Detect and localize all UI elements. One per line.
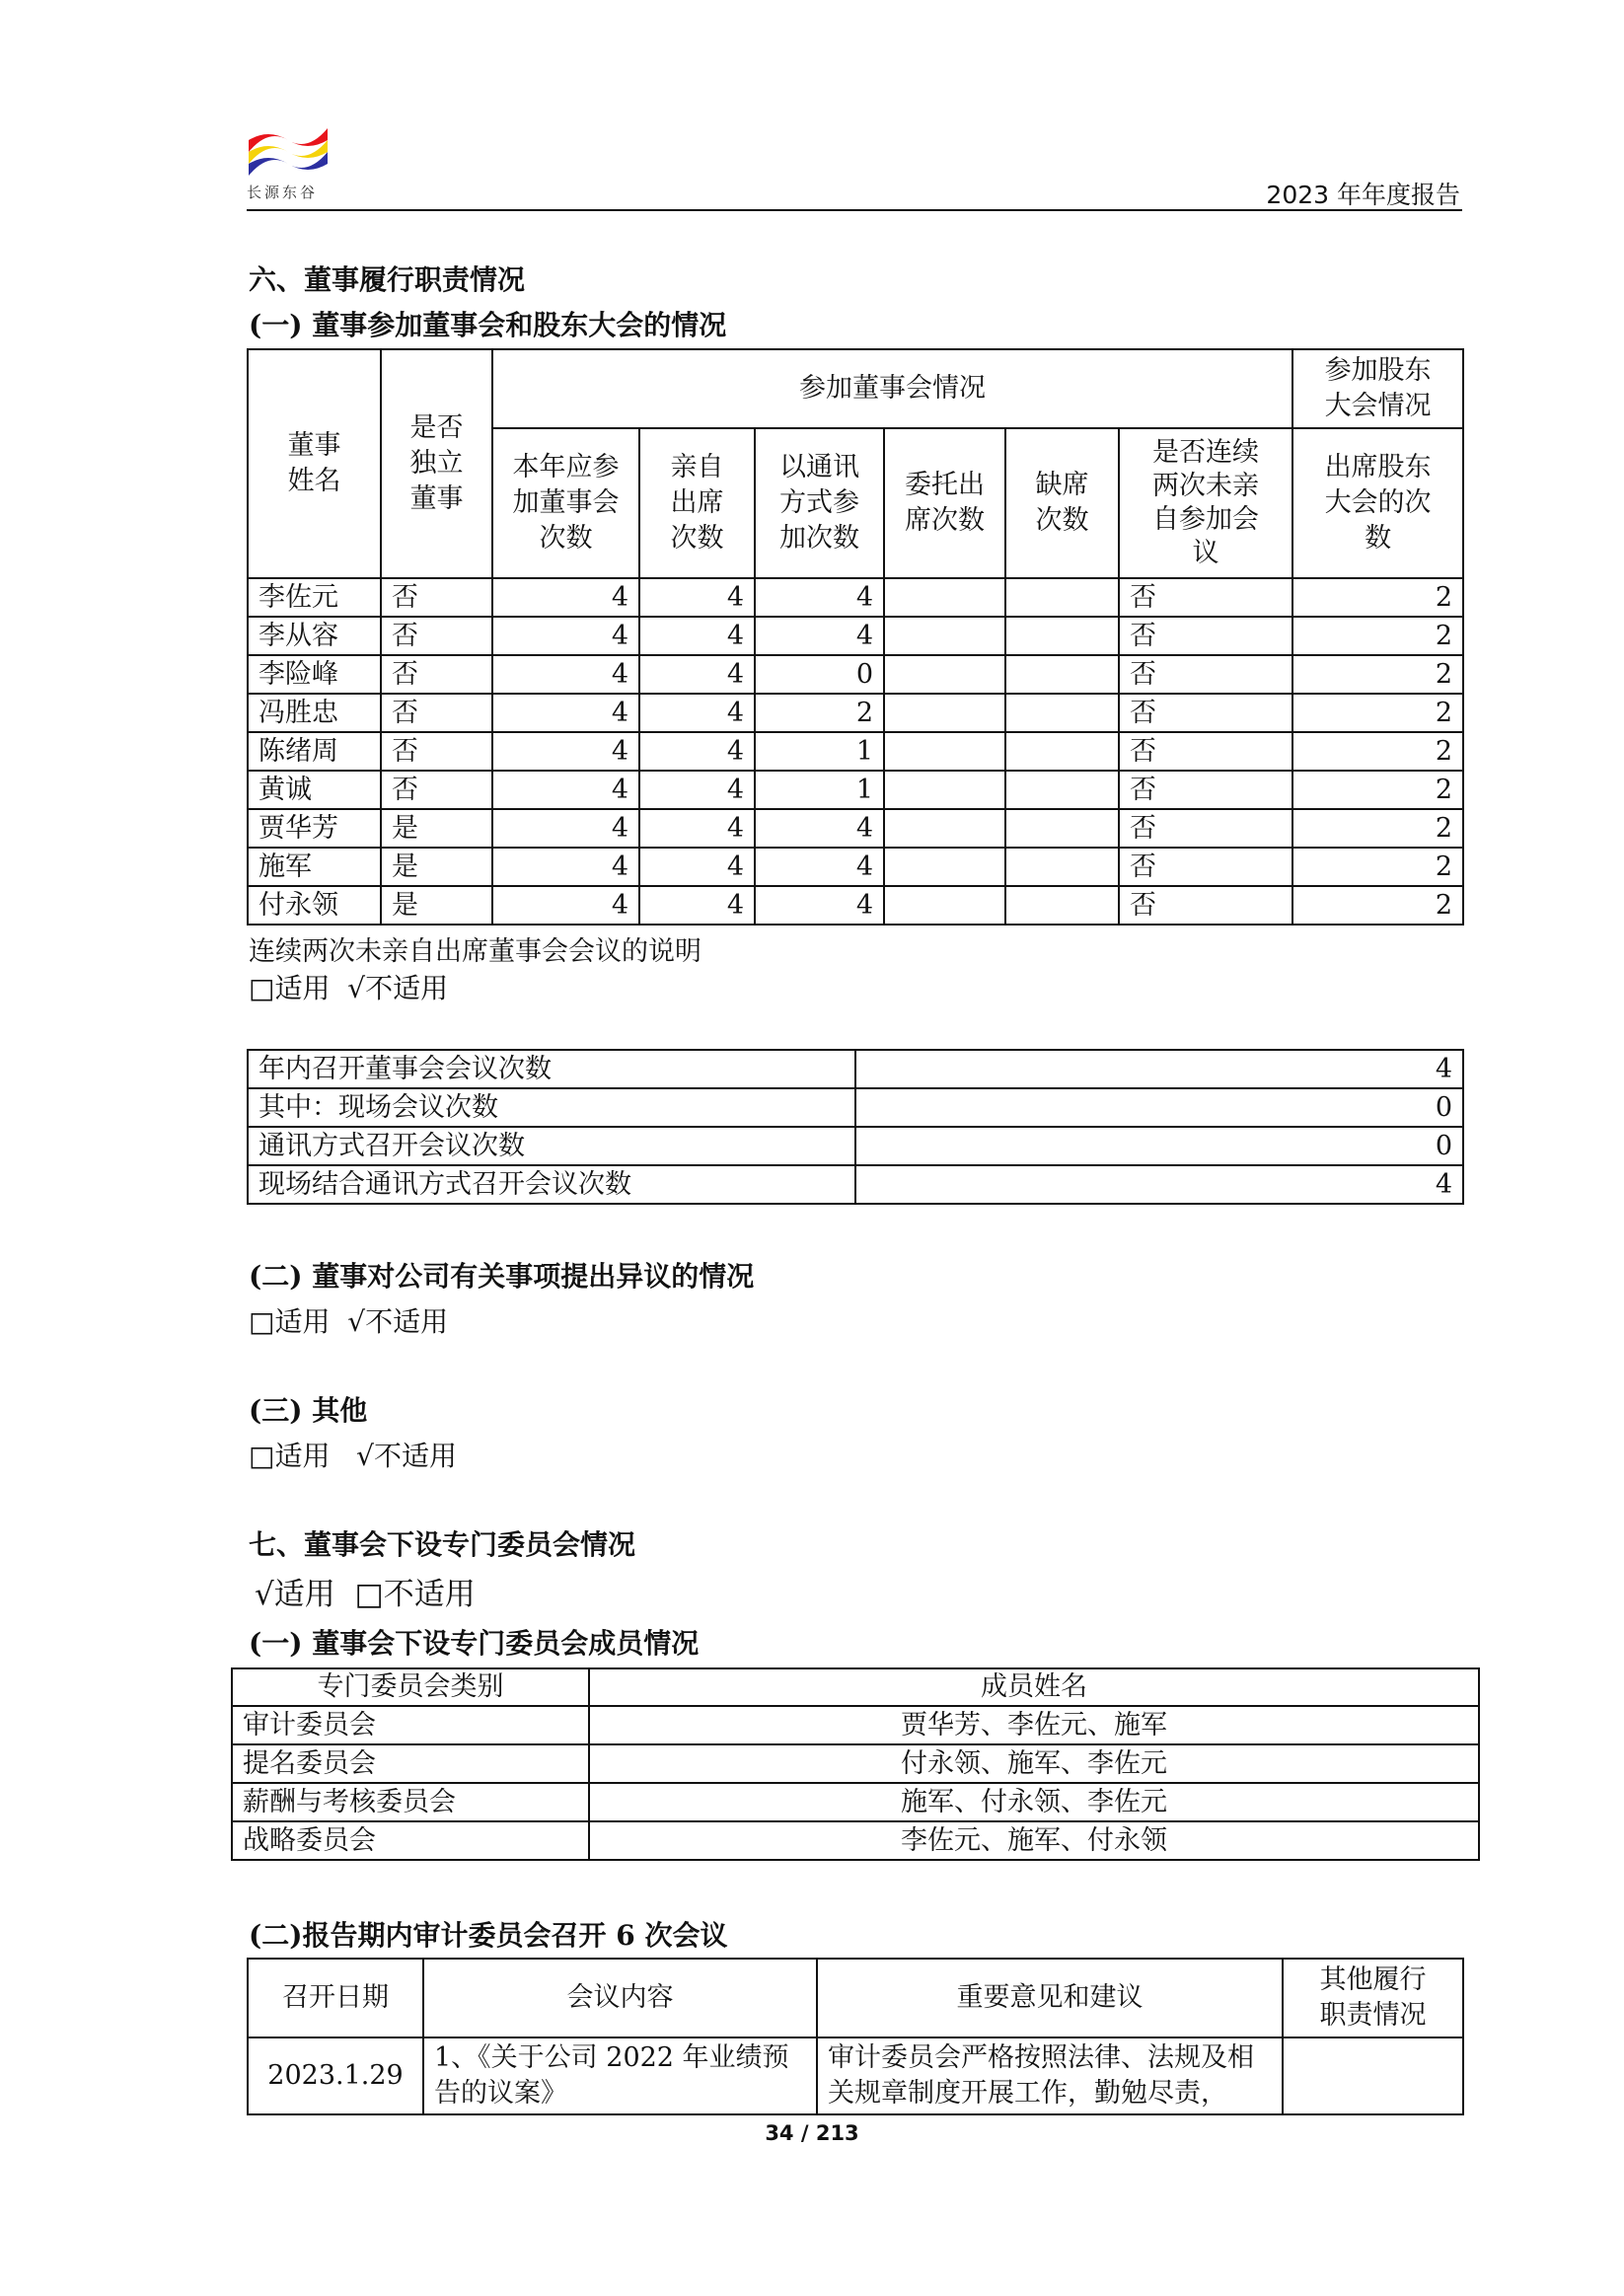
cell-due: 4	[492, 617, 639, 655]
cell-self: 4	[639, 694, 755, 732]
page-number: 34 / 213	[765, 2121, 859, 2145]
cell-self: 4	[639, 578, 755, 617]
cell-comm: 4	[755, 617, 884, 655]
cell-committee: 薪酬与考核委员会	[232, 1783, 589, 1821]
logo-text: 长源东谷	[247, 184, 319, 201]
cell-due: 4	[492, 655, 639, 694]
cell-comm: 0	[755, 655, 884, 694]
header-absent-count: 缺席 次数	[1005, 428, 1119, 578]
cell-independent: 是	[381, 848, 492, 886]
header-twice-absent: 是否连续 两次未亲 自参加会 议	[1119, 428, 1292, 578]
table-row	[248, 578, 1463, 617]
table-row	[248, 2037, 1463, 2114]
cell-committee: 战略委员会	[232, 1821, 589, 1860]
cell-proxy	[884, 655, 1005, 694]
section-7-sub2: (二)报告期内审计委员会召开 6 次会议	[249, 1919, 728, 1952]
table-row	[248, 655, 1463, 694]
cell-value: 0	[855, 1088, 1463, 1127]
cell-attend: 2	[1292, 617, 1463, 655]
header-rule	[247, 209, 1462, 211]
checkbox-applicable-1: □适用 √不适用	[249, 972, 449, 1004]
cell-independent: 否	[381, 578, 492, 617]
cell-attend: 2	[1292, 848, 1463, 886]
header-member-names: 成员姓名	[589, 1668, 1479, 1706]
cell-due: 4	[492, 809, 639, 848]
cell-independent: 否	[381, 655, 492, 694]
cell-twice: 否	[1119, 886, 1292, 925]
cell-attend: 2	[1292, 771, 1463, 809]
cell-other	[1283, 2037, 1463, 2114]
cell-opinion: 审计委员会严格按照法律、法规及相关规章制度开展工作，勤勉尽责，	[817, 2037, 1283, 2114]
cell-proxy	[884, 732, 1005, 771]
cell-absent	[1005, 886, 1119, 925]
cell-absent	[1005, 578, 1119, 617]
audit-committee-meetings-table	[247, 1958, 1464, 2115]
table-row	[232, 1706, 1479, 1744]
cell-attend: 2	[1292, 732, 1463, 771]
header-comm-count: 以通讯 方式参 加次数	[755, 428, 884, 578]
cell-content: 1、《关于公司 2022 年业绩预告的议案》	[423, 2037, 817, 2114]
header-shareholder-attend: 出席股东 大会的次 数	[1292, 428, 1463, 578]
cell-proxy	[884, 771, 1005, 809]
cell-due: 4	[492, 771, 639, 809]
cell-proxy	[884, 848, 1005, 886]
header-committee-type: 专门委员会类别	[232, 1668, 589, 1706]
cell-name: 李佐元	[248, 578, 381, 617]
cell-members: 贾华芳、李佐元、施军	[589, 1706, 1479, 1744]
table-row	[232, 1744, 1479, 1783]
cell-attend: 2	[1292, 694, 1463, 732]
section-7-sub1: (一) 董事会下设专门委员会成员情况	[249, 1627, 700, 1660]
table-row	[248, 1165, 1463, 1204]
cell-twice: 否	[1119, 732, 1292, 771]
header-date: 召开日期	[248, 1959, 423, 2037]
cell-label: 年内召开董事会会议次数	[248, 1050, 855, 1088]
cell-label: 现场结合通讯方式召开会议次数	[248, 1165, 855, 1204]
cell-comm: 4	[755, 578, 884, 617]
cell-name: 李从容	[248, 617, 381, 655]
table-row	[248, 1127, 1463, 1165]
section-7-title: 七、董事会下设专门委员会情况	[249, 1528, 636, 1561]
header-shareholder-meeting: 参加股东 大会情况	[1292, 349, 1463, 428]
cell-proxy	[884, 578, 1005, 617]
checkbox-applicable-4: √适用 □不适用	[255, 1577, 476, 1612]
logo-icon	[247, 118, 331, 180]
table-row	[248, 771, 1463, 809]
cell-due: 4	[492, 732, 639, 771]
cell-members: 付永领、施军、李佐元	[589, 1744, 1479, 1783]
cell-proxy	[884, 809, 1005, 848]
director-attendance-table	[247, 348, 1464, 926]
cell-twice: 否	[1119, 809, 1292, 848]
cell-self: 4	[639, 655, 755, 694]
cell-absent	[1005, 809, 1119, 848]
header-content: 会议内容	[423, 1959, 817, 2037]
section-6-sub3: (三) 其他	[249, 1394, 368, 1427]
cell-absent	[1005, 617, 1119, 655]
cell-self: 4	[639, 617, 755, 655]
board-meeting-count-table	[247, 1049, 1464, 1205]
cell-name: 施军	[248, 848, 381, 886]
cell-date: 2023.1.29	[248, 2037, 423, 2114]
cell-attend: 2	[1292, 655, 1463, 694]
checkbox-applicable-2: □适用 √不适用	[249, 1305, 449, 1338]
table-row	[232, 1821, 1479, 1860]
cell-value: 4	[855, 1050, 1463, 1088]
committee-members-table	[231, 1667, 1480, 1861]
checkbox-applicable-3: □适用 √不适用	[249, 1440, 457, 1472]
cell-self: 4	[639, 732, 755, 771]
header-opinion: 重要意见和建议	[817, 1959, 1283, 2037]
cell-due: 4	[492, 848, 639, 886]
cell-label: 其中：现场会议次数	[248, 1088, 855, 1127]
cell-comm: 4	[755, 809, 884, 848]
cell-twice: 否	[1119, 617, 1292, 655]
cell-comm: 2	[755, 694, 884, 732]
cell-self: 4	[639, 809, 755, 848]
cell-comm: 4	[755, 886, 884, 925]
cell-self: 4	[639, 771, 755, 809]
cell-name: 冯胜忠	[248, 694, 381, 732]
header-other-duties: 其他履行 职责情况	[1283, 1959, 1463, 2037]
cell-self: 4	[639, 848, 755, 886]
table-row	[248, 694, 1463, 732]
report-title: 2023 年年度报告	[1266, 181, 1460, 209]
header-self-count: 亲自 出席 次数	[639, 428, 755, 578]
cell-comm: 4	[755, 848, 884, 886]
header-board-attendance: 参加董事会情况	[492, 349, 1292, 428]
table-row	[232, 1783, 1479, 1821]
note-consecutive-absence: 连续两次未亲自出席董事会会议的说明	[249, 936, 701, 967]
cell-absent	[1005, 732, 1119, 771]
cell-twice: 否	[1119, 578, 1292, 617]
cell-committee: 提名委员会	[232, 1744, 589, 1783]
cell-comm: 1	[755, 771, 884, 809]
cell-due: 4	[492, 694, 639, 732]
cell-due: 4	[492, 886, 639, 925]
cell-twice: 否	[1119, 771, 1292, 809]
cell-name: 贾华芳	[248, 809, 381, 848]
header-due-count: 本年应参 加董事会 次数	[492, 428, 639, 578]
cell-independent: 是	[381, 809, 492, 848]
table-row	[248, 1050, 1463, 1088]
cell-members: 李佐元、施军、付永领	[589, 1821, 1479, 1860]
cell-attend: 2	[1292, 578, 1463, 617]
section-6-sub1: (一) 董事参加董事会和股东大会的情况	[249, 309, 727, 341]
cell-independent: 否	[381, 617, 492, 655]
header-independent: 是否 独立 董事	[381, 349, 492, 578]
section-6-title: 六、董事履行职责情况	[249, 263, 526, 296]
cell-absent	[1005, 771, 1119, 809]
table-row	[248, 1088, 1463, 1127]
cell-absent	[1005, 655, 1119, 694]
table-row	[248, 617, 1463, 655]
cell-name: 付永领	[248, 886, 381, 925]
cell-proxy	[884, 694, 1005, 732]
cell-proxy	[884, 617, 1005, 655]
cell-members: 施军、付永领、李佐元	[589, 1783, 1479, 1821]
cell-comm: 1	[755, 732, 884, 771]
cell-absent	[1005, 848, 1119, 886]
cell-name: 李险峰	[248, 655, 381, 694]
header-proxy-count: 委托出 席次数	[884, 428, 1005, 578]
cell-name: 陈绪周	[248, 732, 381, 771]
cell-twice: 否	[1119, 655, 1292, 694]
cell-proxy	[884, 886, 1005, 925]
cell-value: 4	[855, 1165, 1463, 1204]
cell-twice: 否	[1119, 694, 1292, 732]
logo	[247, 118, 331, 180]
cell-label: 通讯方式召开会议次数	[248, 1127, 855, 1165]
cell-independent: 否	[381, 771, 492, 809]
cell-attend: 2	[1292, 886, 1463, 925]
cell-independent: 是	[381, 886, 492, 925]
cell-committee: 审计委员会	[232, 1706, 589, 1744]
cell-absent	[1005, 694, 1119, 732]
section-6-sub2: (二) 董事对公司有关事项提出异议的情况	[249, 1260, 755, 1293]
table-row	[248, 809, 1463, 848]
cell-twice: 否	[1119, 848, 1292, 886]
table-row	[248, 848, 1463, 886]
cell-independent: 否	[381, 694, 492, 732]
cell-name: 黄诚	[248, 771, 381, 809]
table-row	[248, 732, 1463, 771]
cell-due: 4	[492, 578, 639, 617]
cell-value: 0	[855, 1127, 1463, 1165]
cell-attend: 2	[1292, 809, 1463, 848]
cell-self: 4	[639, 886, 755, 925]
header-name: 董事 姓名	[248, 349, 381, 578]
cell-independent: 否	[381, 732, 492, 771]
table-row	[248, 886, 1463, 925]
